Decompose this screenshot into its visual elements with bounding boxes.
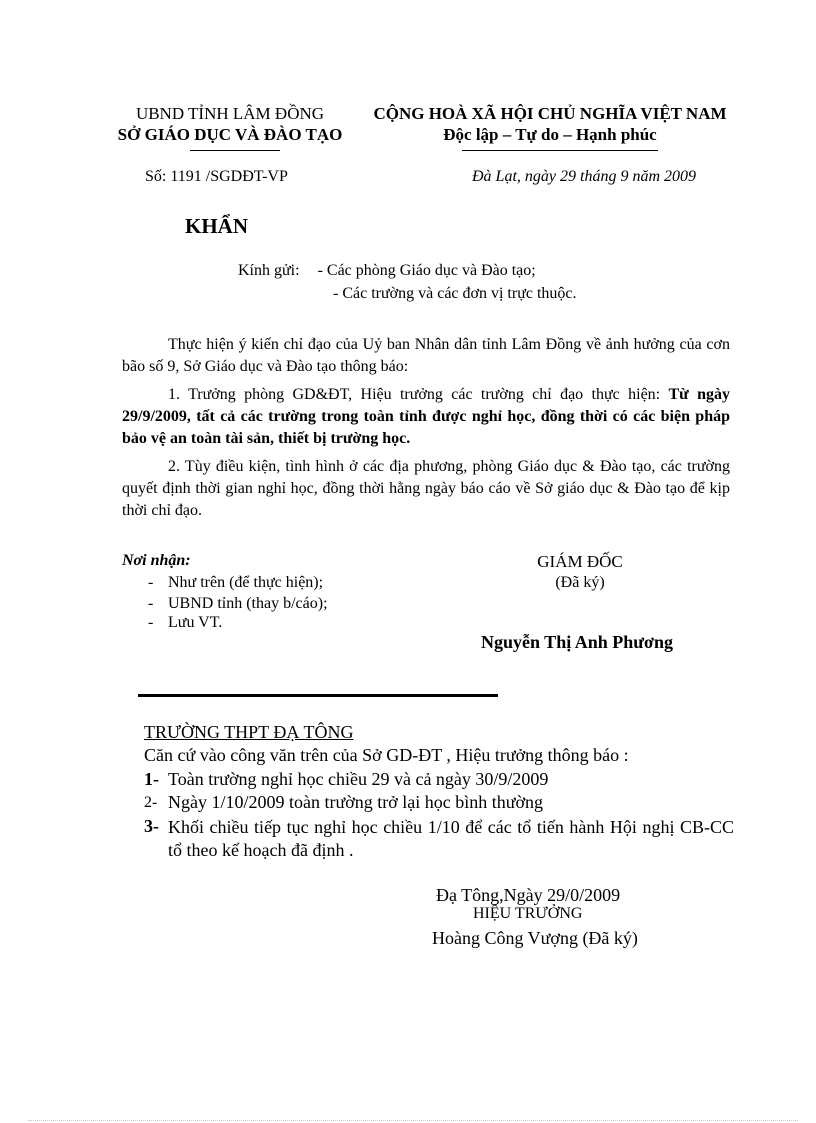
signer-name: Nguyễn Thị Anh Phương [481, 632, 674, 652]
notice-item-number-2: 2- [144, 794, 158, 811]
notice-item-number-1: 1- [144, 769, 159, 789]
notice-item-1: Toàn trường nghỉ học chiều 29 và cả ngày 30/9/2009 [168, 769, 549, 789]
noi-nhan-item: - [148, 595, 154, 612]
school-intro: Căn cứ vào công văn trên của Sở GD-ĐT , Hiệu trưởng thông báo : [144, 745, 629, 765]
paragraph-1-bold-text: Từ ngày 29/9/2009, tất cả các trường trong toàn tỉnh được nghỉ học, đồng thời có các biện pháp bảo vệ an toàn tài sản, thiết bị trường học. [122, 386, 730, 447]
body-paragraph-2: 2. Tùy điều kiện, tình hình ở các địa phương, phòng Giáo dục & Đào tạo, các trường quyết định thời gian nghỉ học, đồng thời hằng ngày báo cáo về Sở giáo dục & Đào tạo để kịp thời chỉ đạo. [122, 458, 730, 519]
principal-title: HIỆU TRƯỞNG [473, 905, 583, 922]
noi-nhan-item: - [148, 574, 154, 591]
notice-item-3: Khối chiều tiếp tục nghỉ học chiều 1/10 để các tổ tiến hành Hội nghị CB-CC tổ theo kế hoạch đã định . [168, 817, 734, 860]
page-bottom-border [28, 1120, 798, 1121]
noi-nhan-item-3: Lưu VT. [168, 614, 223, 631]
school-name: TRƯỜNG THPT ĐẠ TÔNG [144, 722, 354, 742]
urgency-label: KHẨN [185, 214, 248, 238]
noi-nhan-item: - [148, 614, 154, 631]
noi-nhan-item-2: UBND tỉnh (thay b/cáo); [168, 595, 328, 612]
paragraph-1-text: 1. Trưởng phòng GD&ĐT, Hiệu trưởng các trường chỉ đạo thực hiện: [168, 386, 669, 403]
recipients-block [238, 262, 536, 280]
signer-title: GIÁM ĐỐC [537, 552, 623, 571]
body-intro: Thực hiện ý kiến chỉ đạo của Uỷ ban Nhân dân tỉnh Lâm Đồng về ảnh hưởng của cơn bão số 9, Sở Giáo dục và Đào tạo thông báo: [122, 336, 730, 375]
notice-item-number-3: 3- [144, 816, 159, 836]
body-paragraph-1 [122, 384, 730, 450]
recipient-line-1: - Các phòng Giáo dục và Đào tạo; [317, 262, 536, 279]
principal-name: Hoàng Công Vượng (Đã ký) [432, 928, 638, 948]
header-left-underline [190, 150, 280, 151]
national-title: CỘNG HOÀ XÃ HỘI CHỦ NGHĨA VIỆT NAM [373, 104, 727, 123]
agency-name: UBND TỈNH LÂM ĐỒNG [135, 104, 325, 123]
department-name: SỞ GIÁO DỤC VÀ ĐÀO TẠO [117, 125, 343, 144]
doc-number: Số: 1191 /SGDĐT-VP [145, 168, 288, 185]
separator-line [138, 694, 498, 697]
notice-item-2: Ngày 1/10/2009 toàn trường trở lại học bình thường [168, 792, 544, 812]
header-right-underline [462, 150, 658, 151]
noi-nhan-item-1: Như trên (để thực hiện); [168, 574, 324, 591]
national-motto: Độc lập – Tự do – Hạnh phúc [443, 125, 657, 144]
signed-note: (Đã ký) [555, 574, 605, 591]
school-notice-date: Đạ Tông,Ngày 29/0/2009 [436, 885, 621, 905]
recipients-label: Kính gửi: [238, 262, 300, 279]
noi-nhan-label: Nơi nhận: [122, 552, 191, 569]
place-date: Đà Lạt, ngày 29 tháng 9 năm 2009 [472, 168, 696, 185]
recipient-line-2: - Các trường và các đơn vị trực thuộc. [333, 285, 577, 302]
